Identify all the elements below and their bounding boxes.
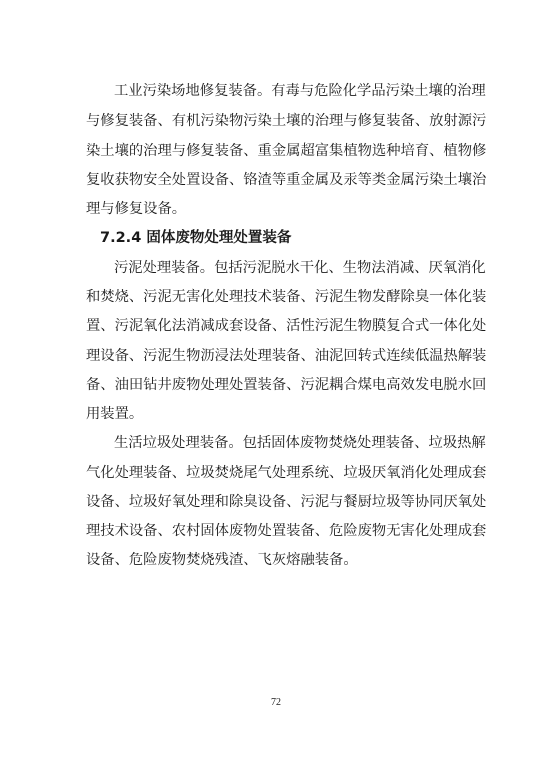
paragraph-line: 工业污染场地修复装备。有毒与危险化学品污染土壤的治理 [114, 83, 486, 99]
paragraph-line: 生活垃圾处理装备。包括固体废物焚烧处理装备、垃圾热解 [114, 435, 486, 451]
paragraph-line: 置、污泥氧化法消减成套设备、活性污泥生物膜复合式一体化处 [86, 318, 487, 334]
paragraph-line: 复收获物安全处置设备、铬渣等重金属及汞等类金属污染土壤治 [86, 172, 487, 188]
paragraph-line: 备、油田钻井废物处理处置装备、污泥耦合煤电高效发电脱水回 [86, 377, 487, 393]
paragraph-line: 设备、危险废物焚烧残渣、飞灰熔融装备。 [86, 552, 358, 568]
paragraph-line: 染土壤的治理与修复装备、重金属超富集植物选种培育、植物修 [86, 143, 487, 159]
paragraph-line: 和焚烧、污泥无害化处理技术装备、污泥生物发酵除臭一体化装 [86, 289, 487, 305]
paragraph-line: 理技术设备、农村固体废物处置装备、危险废物无害化处理成套 [86, 523, 487, 539]
page-number: 72 [271, 697, 281, 708]
paragraph-line: 设备、垃圾好氧处理和除臭设备、污泥与餐厨垃圾等协同厌氧处 [86, 494, 487, 510]
paragraph-line: 污泥处理装备。包括污泥脱水干化、生物法消减、厌氧消化 [114, 260, 486, 276]
paragraph-line: 用装置。 [86, 406, 144, 422]
paragraph-line: 气化处理装备、垃圾焚烧尾气处理系统、垃圾厌氧消化处理成套 [86, 465, 487, 481]
paragraph-line: 理与修复设备。 [86, 201, 187, 217]
paragraph-line: 理设备、污泥生物沥浸法处理装备、油泥回转式连续低温热解装 [86, 348, 487, 364]
paragraph-line: 与修复装备、有机污染物污染土壤的治理与修复装备、放射源污 [86, 113, 487, 129]
section-heading: 7.2.4 固体废物处理处置装备 [100, 230, 292, 246]
